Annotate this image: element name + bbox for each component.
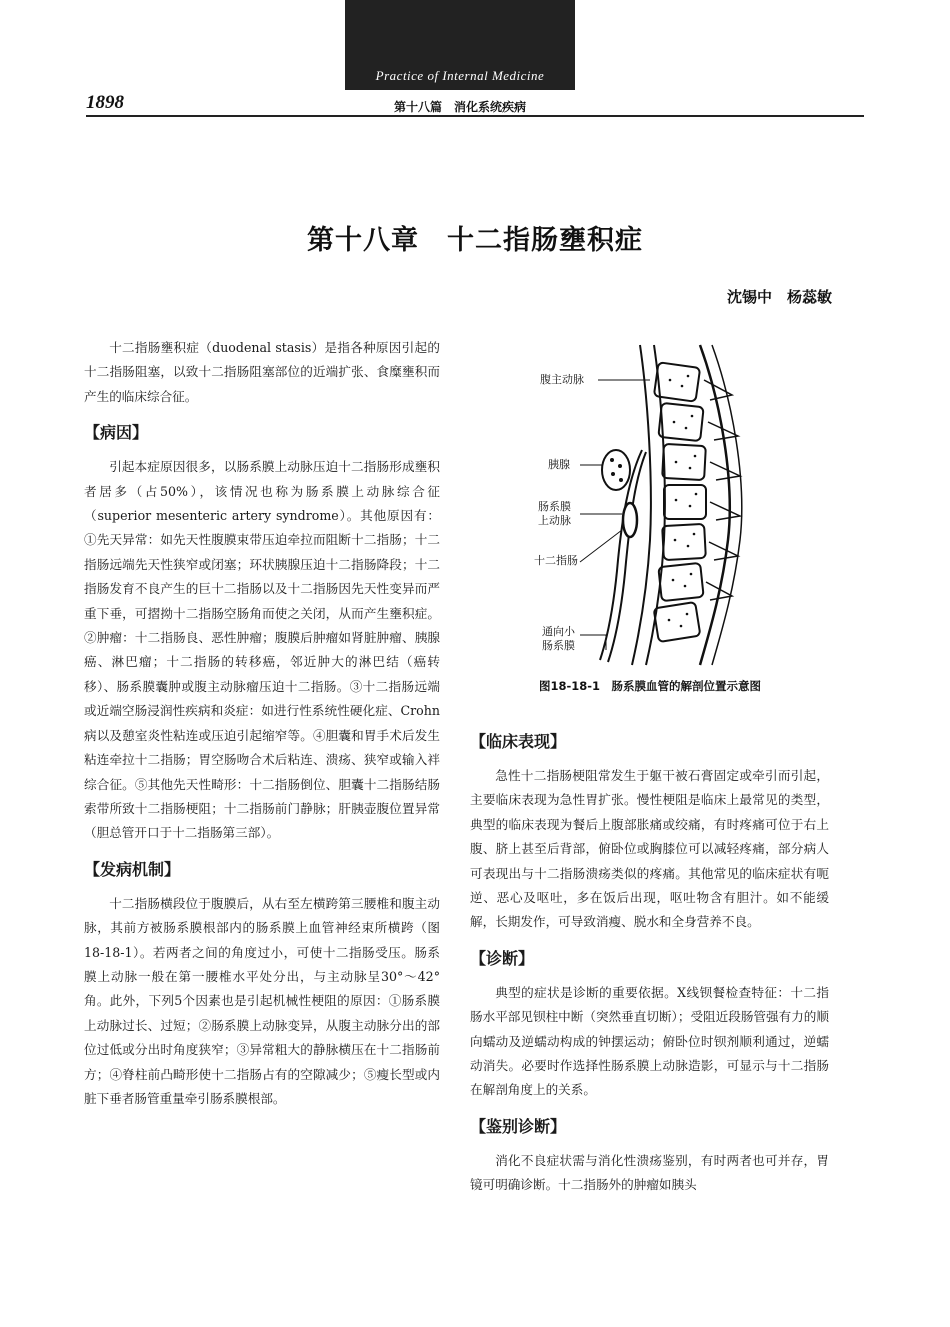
authors: 沈锡中 杨蕊敏: [726, 288, 832, 306]
right-column: [470, 718, 829, 1198]
label-aorta: 腹主动脉: [540, 373, 584, 386]
pathogenesis-heading: 【发病机制】: [84, 859, 181, 879]
differential-heading: 【鉴别诊断】: [470, 1116, 567, 1136]
duodenum-shape: [623, 503, 637, 537]
clinical-paragraph: 急性十二指肠梗阻常发生于躯干被石膏固定或牵引而引起，主要临床表现为急性胃扩张。慢性梗阻是临床上最常见的类型，典型的临床表现为餐后上腹部胀痛或绞痛，有时疼痛可位于右上腹、脐上甚至后背部，俯卧位或胸膝位可以减轻疼痛，部分病人可表现出与十二指肠溃疡类似的疼痛。其他常见的临床症状有呃逆、恶心及呕吐，多在饭后出现，呕吐物含有胆汁。如不能缓解，长期发作，可导致消瘦、脱水和全身营养不良。: [470, 768, 829, 930]
intro-paragraph: 十二指肠壅积症（duodenal stasis）是指各种原因引起的十二指肠阻塞，以致十二指肠阻塞部位的近端扩张、食糜壅积而产生的临床综合征。: [84, 340, 440, 404]
leader-lines: [580, 380, 650, 650]
label-sma: [538, 500, 571, 528]
label-sma-line1: 肠系膜: [538, 500, 571, 513]
header-rule: [86, 115, 864, 117]
differential-paragraph: 消化不良症状需与消化性溃疡鉴别，有时两者也可并存，胃镜可明确诊断。十二指肠外的肿瘤如胰头: [470, 1152, 829, 1193]
clinical-heading: 【临床表现】: [470, 732, 567, 751]
diagnosis-paragraph: 典型的症状是诊断的重要依据。X线钡餐检查特征：十二指肠水平部见钡柱中断（突然垂直切断）；受阻近段肠管强有力的顺向蠕动及逆蠕动构成的钟摆运动；俯卧位时钡剂顺利通过，逆蠕动消失。必要时作选择性肠系膜上动脉造影，可显示与十二指肠在解剖角度上的关系。: [470, 984, 829, 1098]
figure-caption: 图18-18-1 肠系膜血管的解剖位置示意图: [538, 679, 762, 693]
spine-anatomy-illustration: [470, 340, 830, 670]
label-mesentery-line1: 通向小: [542, 625, 575, 638]
chapter-title: 第十八章 十二指肠壅积症: [307, 225, 643, 256]
journal-header-band: [345, 0, 575, 90]
pancreas-shape: [602, 450, 630, 490]
diagnosis-heading: 【诊断】: [470, 948, 535, 968]
journal-title: Practice of Internal Medicine: [375, 68, 545, 83]
label-mesentery-line2: 肠系膜: [542, 639, 575, 652]
spinous-processes: [704, 380, 740, 600]
anatomy-figure: [470, 340, 830, 710]
label-sma-line2: 上动脉: [538, 514, 571, 527]
label-pancreas: 胰腺: [548, 458, 570, 471]
section-label: 第十八篇 消化系统疾病: [393, 100, 526, 114]
etiology-heading: 【病因】: [84, 423, 149, 443]
label-duodenum: 十二指肠: [534, 554, 578, 567]
label-mesentery: [542, 625, 575, 653]
etiology-paragraph: 引起本症原因很多，以肠系膜上动脉压迫十二指肠形成壅积者居多（占50%），该情况也称为肠系膜上动脉综合征（superior mesenteric artery syndrome）。其他原因有：①先天异常：如先天性腹膜束带压迫牵拉而阻断十二指肠；十二指肠远端先天性狭窄或闭塞；环状胰腺压迫十二指肠降段；十二指肠发育不良产生的巨十二指肠以及十二指肠因先天性变异而严重下垂，可摺拗十二指肠空肠角而使之关闭，从而产生壅积症。②肿瘤：十二指肠良、恶性肿瘤；腹膜后肿瘤如肾脏肿瘤、胰腺癌、淋巴瘤；十二指肠的转移癌，邻近肿大的淋巴结（癌转移）、肠系膜囊肿或腹主动脉瘤压迫十二指肠。③十二指肠远端或近端空肠浸润性疾病和炎症：如进行性系统性硬化症、Crohn病以及憩室炎性粘连或压迫引起缩窄等。④胆囊和胃手术后发生粘连牵拉十二指肠；胃空肠吻合术后粘连、溃疡、狭窄或输入袢综合征。⑤其他先天性畸形：十二指肠倒位、胆囊十二指肠结肠索带所致十二指肠梗阻；十二指肠前门静脉；肝胰壶腹位置异常（胆总管开口于十二指肠第三部）。: [84, 459, 440, 841]
page-number: 1898: [86, 92, 124, 113]
left-column: [84, 336, 440, 1111]
pathogenesis-paragraph: 十二指肠横段位于腹膜后，从右至左横跨第三腰椎和腹主动脉，其前方被肠系膜根部内的肠系膜上血管神经束所横跨（图18-18-1）。若两者之间的角度过小，可使十二指肠受压。肠系膜上动脉一般在第一腰椎水平处分出，与主动脉呈30°～42°角。此外，下列5个因素也是引起机械性梗阻的原因：①肠系膜上动脉过长、过短；②肠系膜上动脉变异，从腹主动脉分出的部位过低或分出时角度狭窄；③异常粗大的静脉横压在十二指肠前方；④脊柱前凸畸形使十二指肠占有的空隙减少；⑤瘦长型或内脏下垂者肠管重量牵引肠系膜根部。: [84, 895, 440, 1106]
